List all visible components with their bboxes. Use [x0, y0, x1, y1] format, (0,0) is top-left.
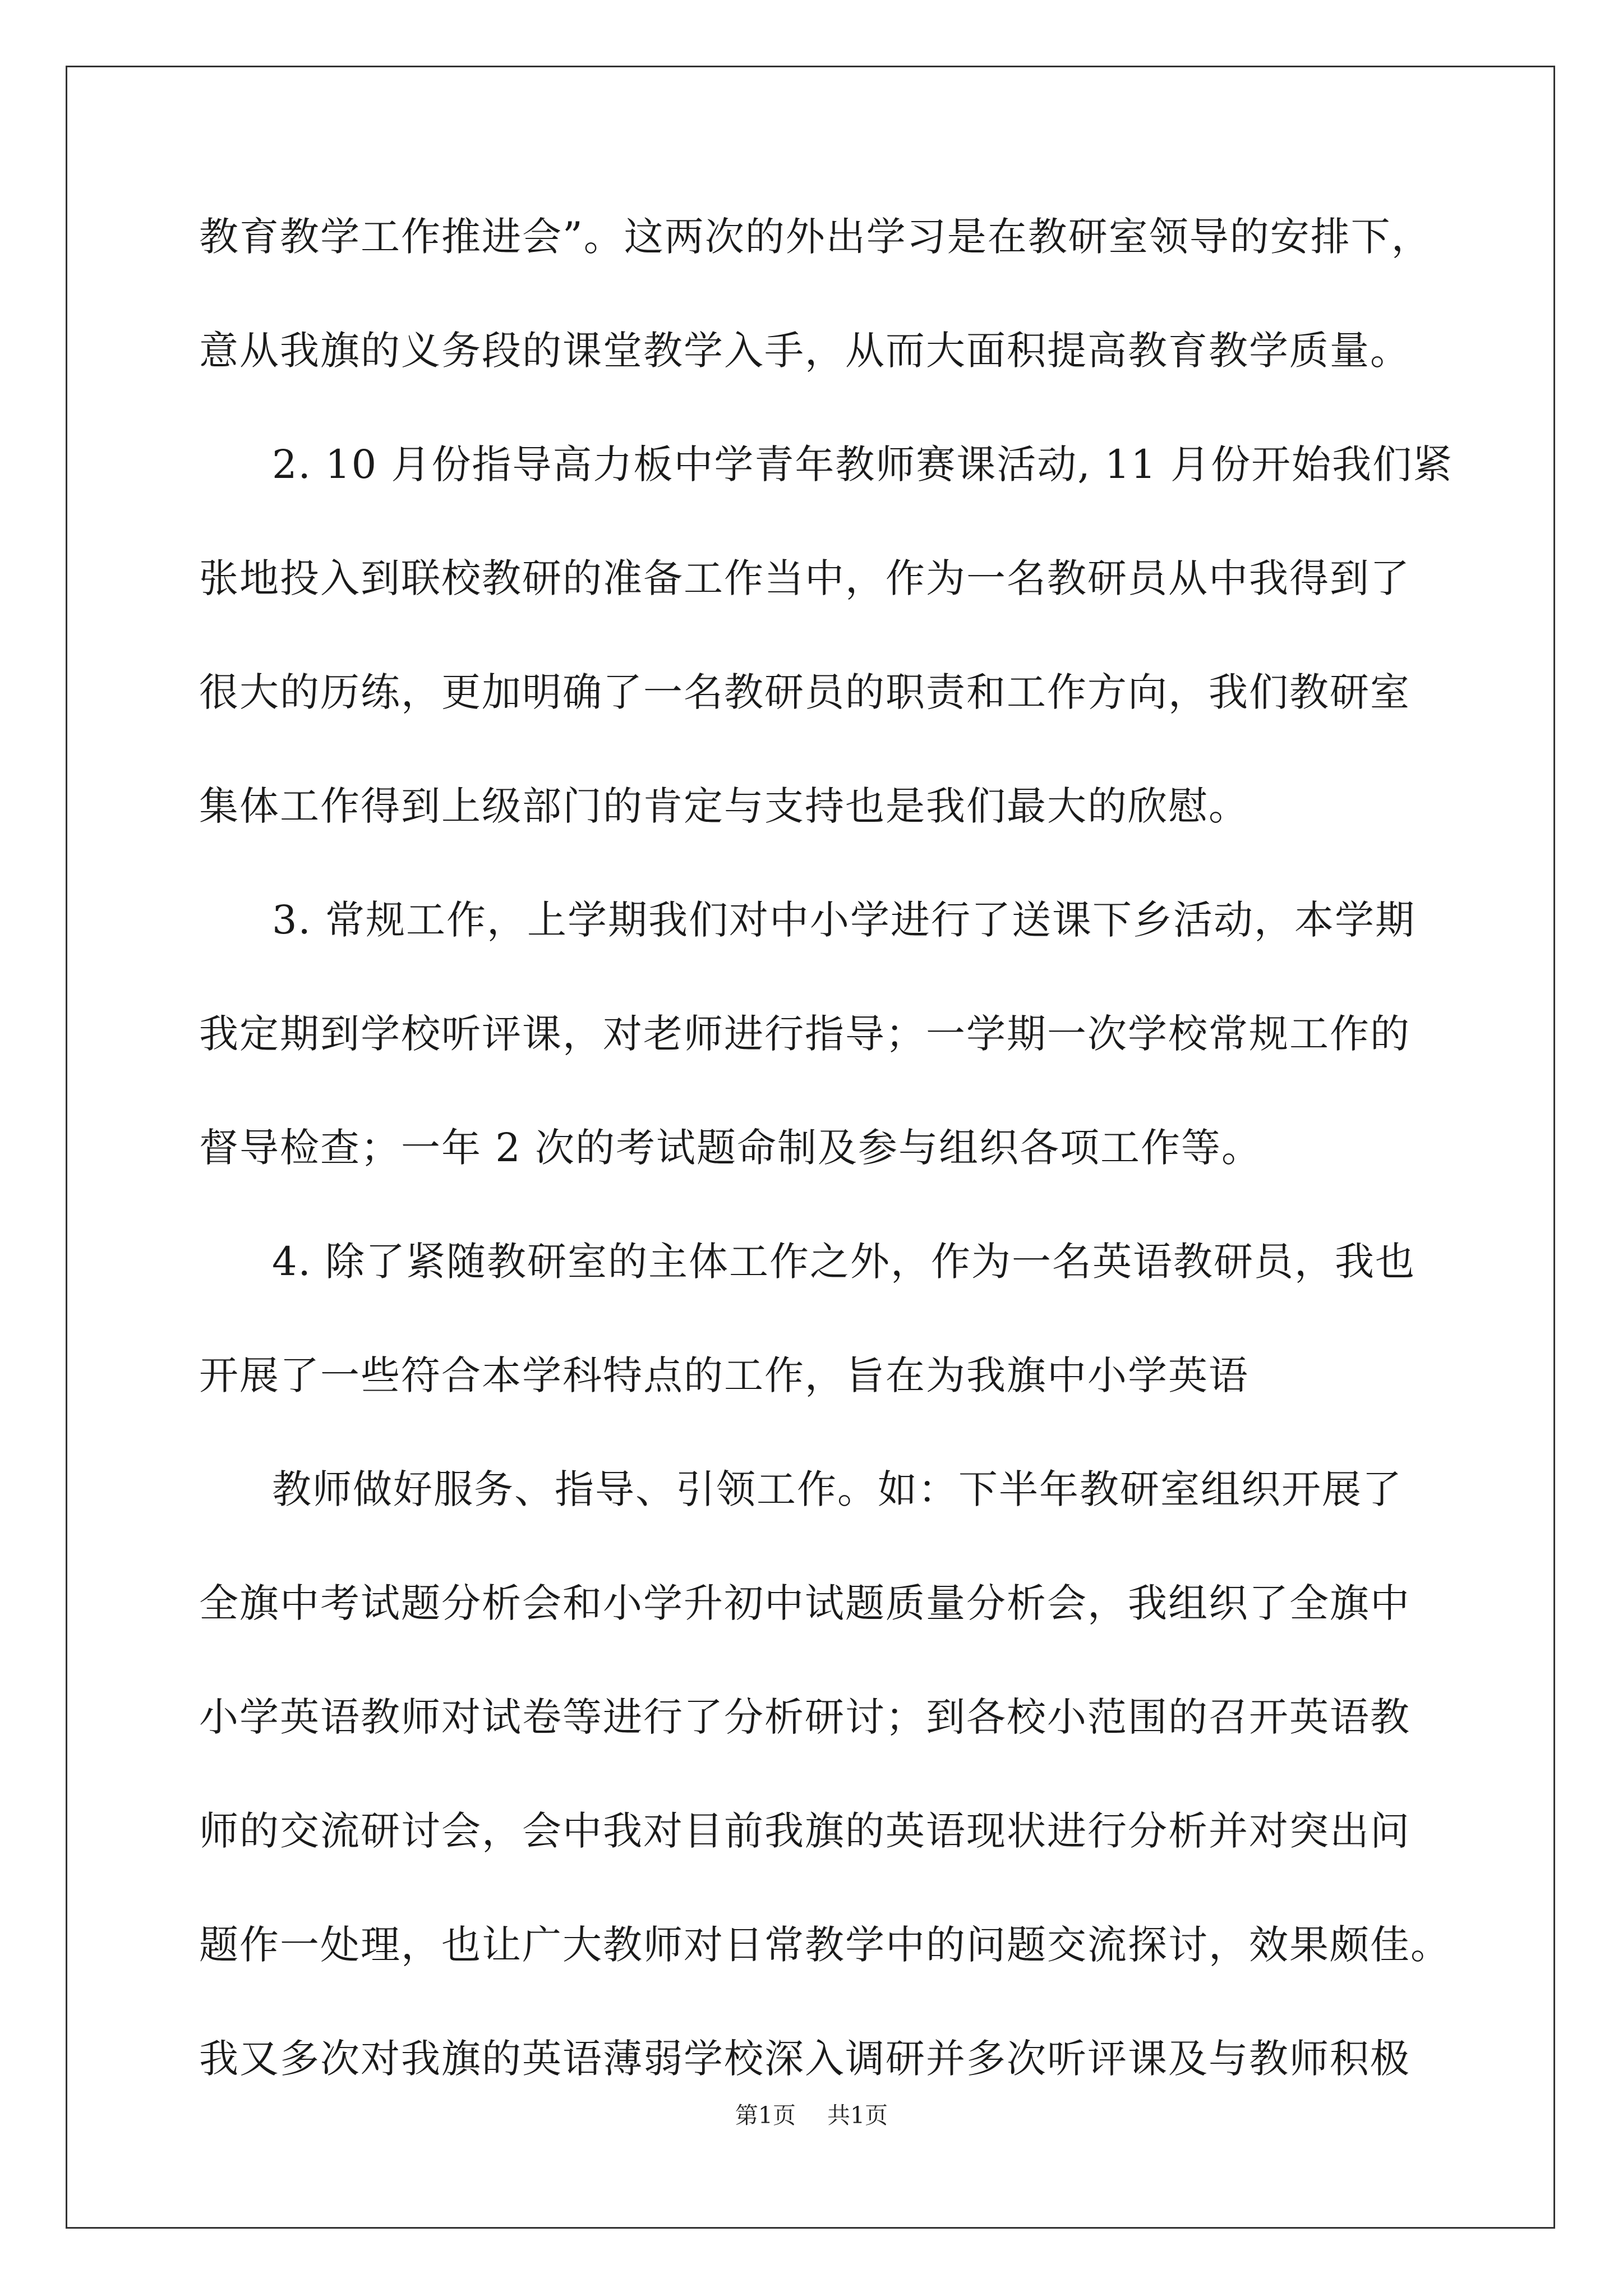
text-line: 师的交流研讨会，会中我对目前我旗的英语现状进行分析并对突出问: [199, 1808, 1410, 1854]
text-line: 意从我旗的义务段的课堂教学入手，从而大面积提高教育教学质量。: [199, 328, 1410, 374]
text-line: 3. 常规工作，上学期我们对中小学进行了送课下乡活动，本学期: [272, 897, 1416, 943]
text-line: 教育教学工作推进会”。这两次的外出学习是在教研室领导的安排下，: [199, 214, 1432, 260]
text-line: 很大的历练，更加明确了一名教研员的职责和工作方向，我们教研室: [199, 669, 1410, 715]
text-line: 题作一处理，也让广大教师对日常教学中的问题交流探讨，效果颇佳。: [199, 1922, 1451, 1968]
text-line: 开展了一些符合本学科特点的工作，旨在为我旗中小学英语: [199, 1352, 1249, 1398]
text-line: 2. 10 月份指导高力板中学青年教师赛课活动, 11 月份开始我们紧: [272, 441, 1454, 487]
text-line: 我定期到学校听评课，对老师进行指导；一学期一次学校常规工作的: [199, 1011, 1410, 1057]
text-line: 我又多次对我旗的英语薄弱学校深入调研并多次听评课及与教师积极: [199, 2036, 1410, 2082]
text-line: 张地投入到联校教研的准备工作当中，作为一名教研员从中我得到了: [199, 555, 1410, 601]
text-line: 小学英语教师对试卷等进行了分析研讨；到各校小范围的召开英语教: [199, 1694, 1410, 1740]
text-line: 集体工作得到上级部门的肯定与支持也是我们最大的欣慰。: [199, 783, 1249, 829]
page-number-current: 第1页: [735, 2102, 796, 2129]
text-line: 全旗中考试题分析会和小学升初中试题质量分析会，我组织了全旗中: [199, 1580, 1410, 1626]
text-line: 4. 除了紧随教研室的主体工作之外，作为一名英语教研员，我也: [272, 1239, 1416, 1285]
text-line: 督导检查；一年 2 次的考试题命制及参与组织各项工作等。: [199, 1125, 1262, 1171]
page-footer: [0, 2101, 1623, 2129]
page-number-total: 共1页: [827, 2102, 888, 2129]
text-line: 教师做好服务、指导、引领工作。如：下半年教研室组织开展了: [272, 1466, 1403, 1512]
